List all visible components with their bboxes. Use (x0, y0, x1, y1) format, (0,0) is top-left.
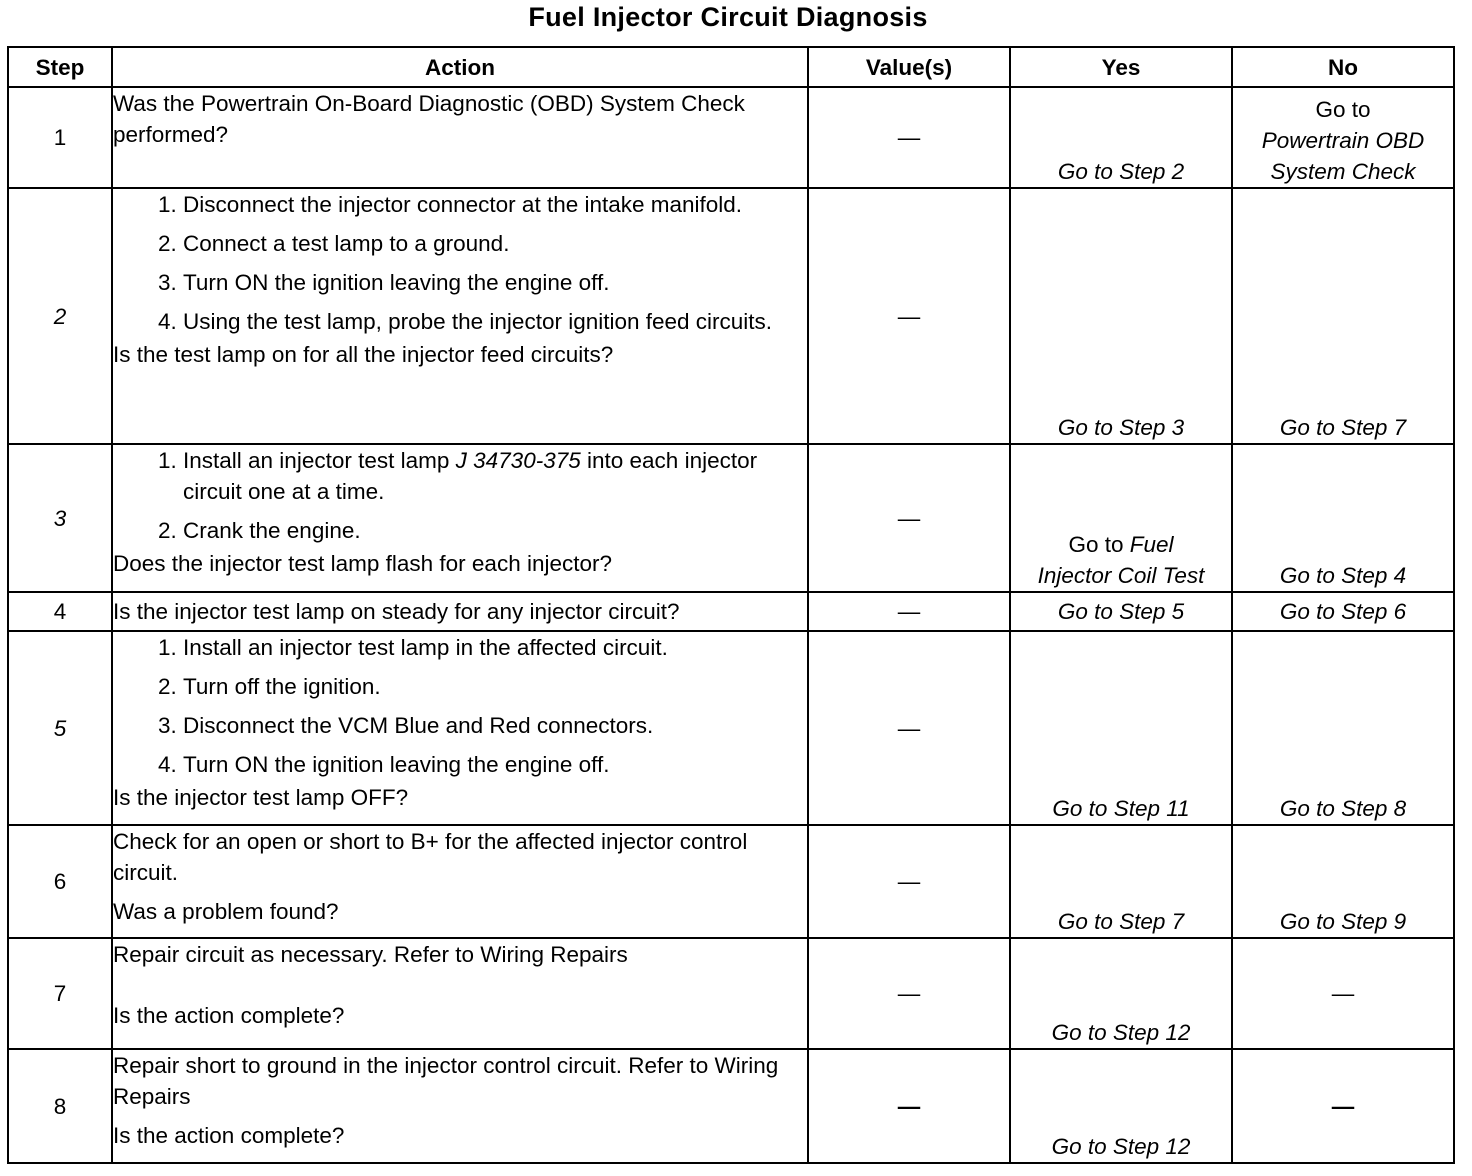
yes-cell[interactable]: Go to Step 2 (1010, 87, 1232, 188)
step-number: 5 (8, 631, 112, 825)
header-row (8, 47, 1454, 87)
table-row (8, 188, 1454, 444)
substep: 3. Disconnect the VCM Blue and Red connectors. (183, 710, 807, 741)
table-row (8, 592, 1454, 631)
no-link-line: System Check (1270, 159, 1416, 184)
substep: 1. Disconnect the injector connector at the intake manifold. (183, 189, 807, 220)
table-row (8, 1049, 1454, 1163)
no-cell[interactable]: Go to Step 8 (1232, 631, 1454, 825)
step-number: 7 (8, 938, 112, 1049)
substep-text: Install an injector test lamp (183, 448, 456, 473)
yes-cell[interactable]: Go to Step 7 (1010, 825, 1232, 938)
action-cell (112, 938, 808, 1049)
step-number: 3 (8, 444, 112, 592)
page-title: Fuel Injector Circuit Diagnosis (528, 2, 928, 32)
action-question: Is the injector test lamp OFF? (113, 785, 409, 810)
substep-list (113, 189, 807, 337)
action-question: Does the injector test lamp flash for each injector? (113, 551, 612, 576)
table-row (8, 825, 1454, 938)
substep: 2. Crank the engine. (183, 515, 807, 546)
no-goto-label: Go to (1315, 97, 1371, 122)
value-cell: — (808, 1049, 1010, 1163)
step-number: 4 (8, 592, 112, 631)
no-cell[interactable]: Go to Step 6 (1232, 592, 1454, 631)
header-yes: Yes (1010, 47, 1232, 87)
action-cell (112, 631, 808, 825)
tool-number: J 34730-375 (455, 448, 581, 473)
action-cell (112, 1049, 808, 1163)
yes-cell[interactable]: Go to Step 12 (1010, 1049, 1232, 1163)
table-row (8, 631, 1454, 825)
value-cell: — (808, 938, 1010, 1049)
no-cell: — (1232, 1049, 1454, 1163)
substep: 2. Turn off the ignition. (183, 671, 807, 702)
substep: 4. Using the test lamp, probe the injector ignition feed circuits. (183, 306, 807, 337)
table-row (8, 87, 1454, 188)
step-number: 1 (8, 87, 112, 188)
header-no: No (1232, 47, 1454, 87)
no-link-line: Powertrain OBD (1261, 128, 1425, 153)
no-cell[interactable]: Go to Step 9 (1232, 825, 1454, 938)
table-row (8, 444, 1454, 592)
no-cell: — (1232, 938, 1454, 1049)
step-number: 2 (8, 188, 112, 444)
no-cell[interactable]: Go to Step 7 (1232, 188, 1454, 444)
no-cell[interactable] (1232, 87, 1454, 188)
value-cell: — (808, 825, 1010, 938)
action-cell (112, 825, 808, 938)
substep-list (113, 445, 807, 546)
header-step: Step (8, 47, 112, 87)
no-cell[interactable]: Go to Step 4 (1232, 444, 1454, 592)
action-cell (112, 444, 808, 592)
action-cell (112, 592, 808, 631)
action-question: Is the test lamp on for all the injector feed circuits? (113, 342, 614, 367)
action-question: Was the Powertrain On-Board Diagnostic (OBD) System Check performed? (113, 91, 745, 147)
substep (183, 445, 807, 507)
action-question: Was a problem found? (113, 899, 339, 924)
step-number: 8 (8, 1049, 112, 1163)
substep: 2. Connect a test lamp to a ground. (183, 228, 807, 259)
value-cell: — (808, 592, 1010, 631)
action-question: Is the injector test lamp on steady for any injector circuit? (113, 599, 680, 624)
action-cell (112, 87, 808, 188)
substep: 3. Turn ON the ignition leaving the engine off. (183, 267, 807, 298)
step-number: 6 (8, 825, 112, 938)
yes-goto-label: Go to (1068, 532, 1130, 557)
action-question: Is the action complete? (113, 1003, 345, 1028)
yes-cell[interactable]: Go to Step 11 (1010, 631, 1232, 825)
value-cell: — (808, 188, 1010, 444)
yes-link-line: Injector Coil Test (1037, 563, 1205, 588)
action-cell (112, 188, 808, 444)
yes-cell[interactable]: Go to Step 12 (1010, 938, 1232, 1049)
yes-cell[interactable]: Go to Step 5 (1010, 592, 1232, 631)
yes-cell[interactable]: Go to Step 3 (1010, 188, 1232, 444)
table-row (8, 938, 1454, 1049)
action-question: Is the action complete? (113, 1123, 345, 1148)
header-action: Action (112, 47, 808, 87)
action-text: Repair circuit as necessary. Refer to Wiring Repairs (113, 942, 628, 967)
substep: 1. Install an injector test lamp in the affected circuit. (183, 632, 807, 663)
yes-cell[interactable] (1010, 444, 1232, 592)
diagnosis-table (7, 46, 1455, 1164)
substep-list (113, 632, 807, 780)
header-values: Value(s) (808, 47, 1010, 87)
substep-text: into each injector circuit one at a time. (183, 448, 758, 504)
value-cell: — (808, 87, 1010, 188)
yes-link-line: Fuel (1129, 532, 1174, 557)
action-text: Repair short to ground in the injector control circuit. Refer to Wiring Repairs (113, 1053, 779, 1109)
value-cell: — (808, 444, 1010, 592)
substep: 4. Turn ON the ignition leaving the engine off. (183, 749, 807, 780)
value-cell: — (808, 631, 1010, 825)
action-text: Check for an open or short to B+ for the affected injector control circuit. (113, 829, 748, 885)
